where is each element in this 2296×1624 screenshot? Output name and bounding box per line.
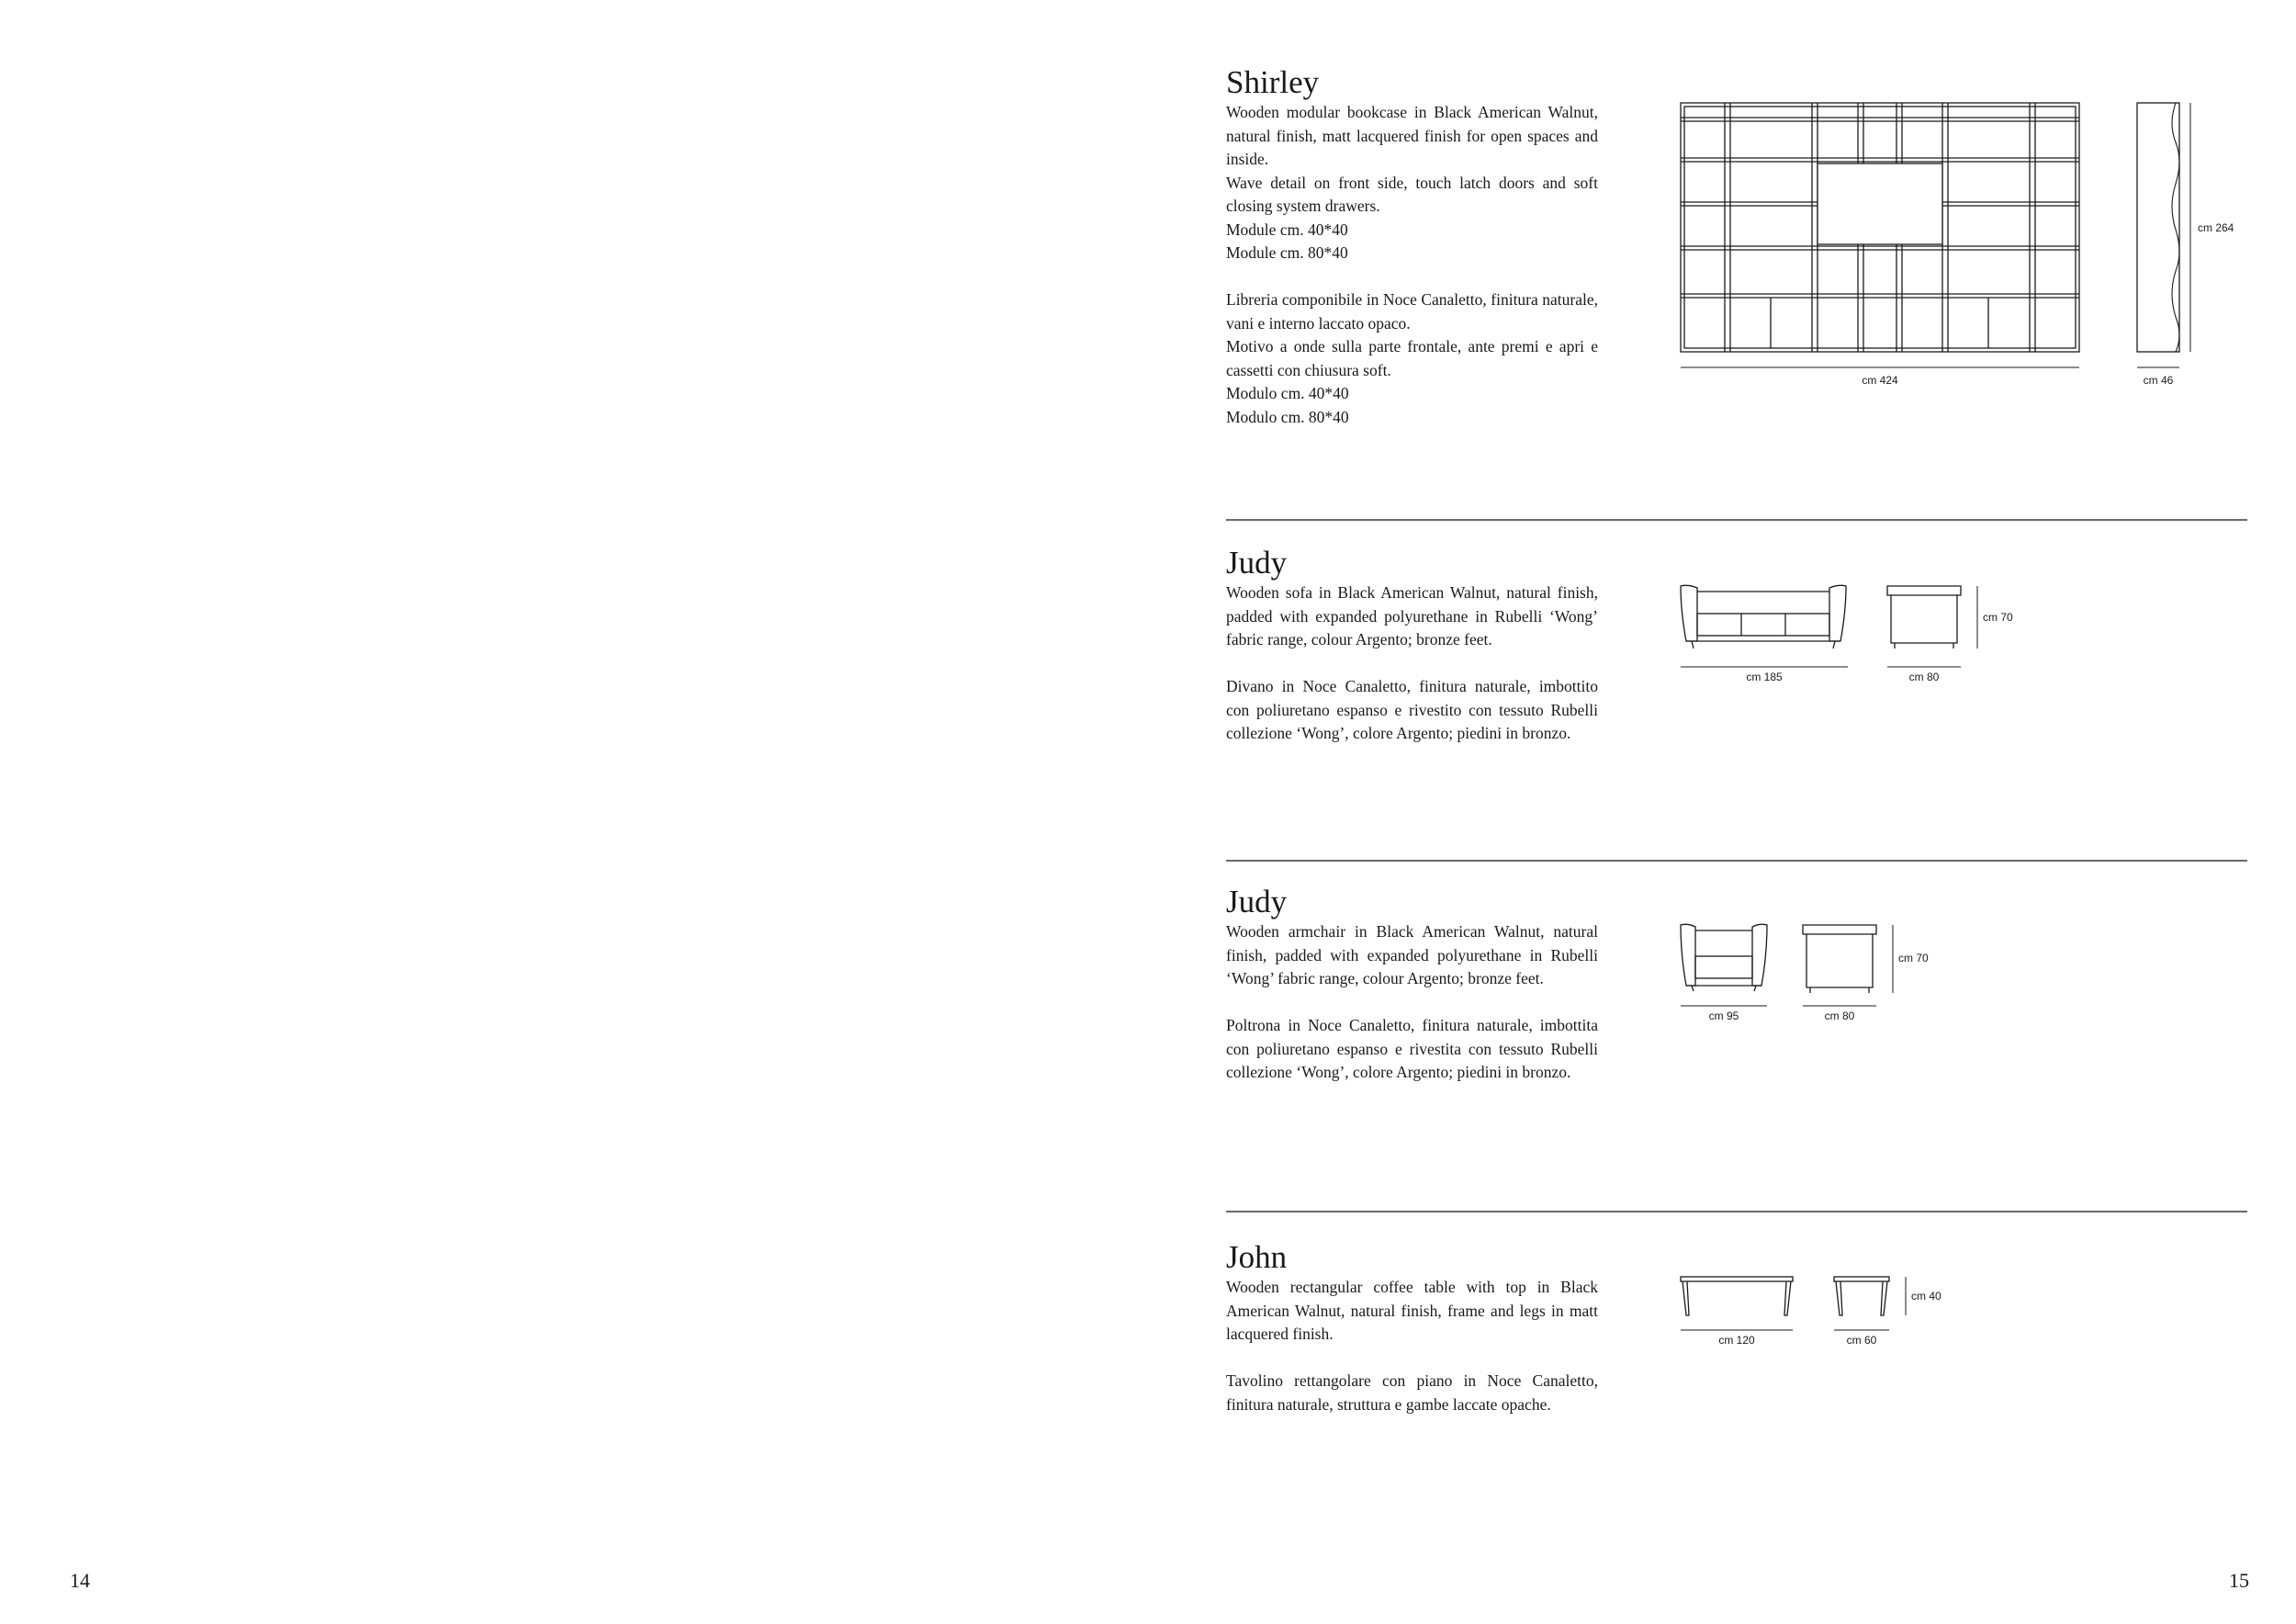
product-description xyxy=(1226,581,1598,746)
dimension-width-label: cm 120 xyxy=(1718,1334,1755,1347)
description-english: Wooden armchair in Black American Walnut, natural finish, padded with expanded polyurethane in Rubelli ‘Wong’ fabric range, colour Argento; bronze feet. xyxy=(1226,922,1598,987)
judy-armchair-front-drawing xyxy=(1679,923,1780,1024)
product-title: Judy xyxy=(1226,884,1288,919)
john-side-drawing xyxy=(1832,1275,1952,1348)
desc-line: Module cm. 40*40 xyxy=(1226,220,1348,239)
page-number-right: 15 xyxy=(2229,1569,2249,1592)
description-italian: Poltrona in Noce Canaletto, finitura naturale, imbottita con poliuretano espanso e rivestita con tessuto Rubelli collezione ‘Wong’, colore Argento; piedini in bronzo. xyxy=(1226,1016,1598,1081)
wave-detail xyxy=(2172,103,2179,352)
judy-sofa-front-drawing xyxy=(1679,584,1853,685)
judy-armchair-side-drawing xyxy=(1801,923,1939,1024)
desc-line: Module cm. 80*40 xyxy=(1226,243,1348,262)
desc-line: Modulo cm. 40*40 xyxy=(1226,384,1349,402)
product-title: Shirley xyxy=(1226,64,1320,100)
description-italian: Tavolino rettangolare con piano in Noce Canaletto, finitura naturale, struttura e gambe laccate opache. xyxy=(1226,1371,1598,1414)
dimension-height-label: cm 264 xyxy=(2198,221,2234,234)
dimension-width-label: cm 424 xyxy=(1862,374,1898,387)
judy-sofa-side-drawing xyxy=(1885,584,2023,685)
section-divider xyxy=(1226,519,2247,521)
description-english: Wooden rectangular coffee table with top in Black American Walnut, natural finish, frame and legs in matt lacquered finish. xyxy=(1226,1278,1598,1343)
page-number-left: 14 xyxy=(70,1569,90,1592)
desc-line: Motivo a onde sulla parte frontale, ante premi e apri e cassetti con chiusura soft. xyxy=(1226,337,1598,379)
shirley-front-drawing xyxy=(1679,101,2083,390)
section-divider xyxy=(1226,1211,2247,1212)
desc-line: Wooden modular bookcase in Black American Walnut, natural finish, matt lacquered finish for open spaces and inside. xyxy=(1226,103,1598,168)
desc-line: Libreria componibile in Noce Canaletto, finitura naturale, vani e interno laccato opaco. xyxy=(1226,290,1598,333)
description-english xyxy=(1226,101,1598,265)
shirley-side-drawing xyxy=(2135,101,2255,390)
bookcase-void xyxy=(1818,164,1942,244)
desc-line: Wave detail on front side, touch latch doors and soft closing system drawers. xyxy=(1226,173,1598,215)
dimension-width-label: cm 185 xyxy=(1746,671,1783,683)
section-divider xyxy=(1226,860,2247,862)
john-front-drawing xyxy=(1679,1275,1807,1348)
dimension-height-label: cm 40 xyxy=(1911,1290,1941,1303)
dimension-height-label: cm 70 xyxy=(1898,952,1929,964)
description-english: Wooden sofa in Black American Walnut, natural finish, padded with expanded polyurethane in Rubelli ‘Wong’ fabric range, colour Argento; bronze feet. xyxy=(1226,583,1598,648)
product-title: Judy xyxy=(1226,545,1288,581)
bookcase-side-outline xyxy=(2137,103,2179,352)
product-description xyxy=(1226,101,1598,429)
dimension-width-label: cm 95 xyxy=(1708,1009,1739,1022)
dimension-depth-label: cm 46 xyxy=(2143,374,2174,387)
dimension-depth-label: cm 60 xyxy=(1846,1334,1877,1347)
dimension-depth-label: cm 80 xyxy=(1824,1009,1855,1022)
product-title: John xyxy=(1226,1239,1288,1275)
product-description xyxy=(1226,920,1598,1085)
dimension-depth-label: cm 80 xyxy=(1908,671,1940,683)
desc-line: Modulo cm. 80*40 xyxy=(1226,407,1349,426)
product-description xyxy=(1226,1276,1598,1416)
description-italian xyxy=(1226,288,1598,429)
description-italian: Divano in Noce Canaletto, finitura naturale, imbottito con poliuretano espanso e rivestito con tessuto Rubelli collezione ‘Wong’, colore Argento; piedini in bronzo. xyxy=(1226,677,1598,742)
dimension-height-label: cm 70 xyxy=(1983,611,2013,624)
